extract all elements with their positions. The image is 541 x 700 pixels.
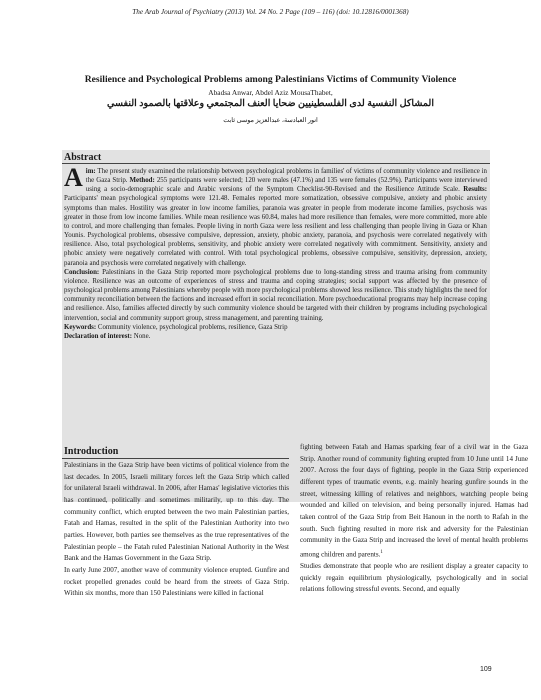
aim-label: im: xyxy=(85,168,96,175)
abstract-keywords xyxy=(64,323,487,332)
page-number: 109 xyxy=(480,666,492,673)
method-label: Method: xyxy=(129,177,155,185)
abstract-divider xyxy=(62,163,490,164)
results-text: Participants' mean psychological symptoms were 121.48. Females reported more somatization, obsessive compulsive, anxiety and phobic anxiety symptoms than males. Hostility was greater in low income families, paranoia was greater in people from moderate income families, psychosis was greater in those from low income families. While mean resilience was 60.84, males had more resilience than females, were more committed, more able to control, and more challenging than females. People living in north Gaza were less resilient and less challenging than people living in Gaza or Khan Younis. Psychological problems, obsessive compulsive, depression, anxiety, phobic anxiety, paranoia, and psychosis were correlated negatively with resilience. Also, total psychological problems, sensitivity, and phobic anxiety were correlated negatively with commitment. Sensitivity, anxiety and phobic anxiety were negatively correlated with control. With total psychological problems, obsessive compulsive, sensitivity, depression, anxiety, paranoia and psychosis were correlated negatively with challenge. xyxy=(64,195,487,267)
introduction-heading: Introduction xyxy=(64,446,119,457)
intro-paragraph-4: Studies demonstrate that people who are resilient display a greater capacity to quickly regain equilibrium physiologically, psychologically and in social relations following stressful events. Second, and equally xyxy=(300,561,528,594)
keywords-label: Keywords: xyxy=(64,323,97,331)
article-authors-arabic: انور العبادسة، عبدالعزيز موسى ثابت xyxy=(223,117,318,124)
conclusion-label: Conclusion: xyxy=(64,268,100,276)
article-title: Resilience and Psychological Problems among Palestinians Victims of Community Violence xyxy=(84,74,457,85)
citation-superscript: 1 xyxy=(380,549,383,555)
method-text: 255 participants were selected; 120 were males (47.1%) and 135 were females (52.9%). Participants were interviewed using a socio-demographic scale and Arabic versions of the Symptom Checklist-90-Revised and the Resilience Attitude Scale. xyxy=(85,177,487,194)
drop-cap: A xyxy=(64,163,83,192)
keywords-text: Community violence, psychological problems, resilience, Gaza Strip xyxy=(96,323,288,331)
declaration-label: Declaration of interest: xyxy=(64,332,132,340)
article-title-arabic: المشاكل النفسية لدى الفلسطينيين ضحايا العنف المجتمعي وعلاقتها بالصمود النفسي xyxy=(106,98,435,109)
abstract-body xyxy=(64,163,487,341)
abstract-declaration xyxy=(64,332,487,341)
conclusion-text: Palestinians in the Gaza Strip reported more psychological problems due to long-standing stress and trauma arising from community violence. Resilience was an outcome of experiences of stress and trauma and coping strategies; social support was affected by the presence of psychological problems among Palestinians whereby people with more psychological problems showed less resilience. This study highlights the need for community reconciliation between the factions and increased effort in social reconciliation. More psychoeducational programs may help increase coping and resilience. Also, families affected directly by such community violence should be targeted with their children by programs including psychological intervention, social and community support group, stress management, and parenting training. xyxy=(64,268,487,322)
journal-header: The Arab Journal of Psychiatry (2013) Vol. 24 No. 2 Page (109 – 116) (doi: 10.12816/0001368) xyxy=(132,8,409,16)
intro-paragraph-3 xyxy=(300,442,528,561)
results-label: Results: xyxy=(463,186,487,194)
body-column-right xyxy=(300,442,528,596)
abstract-main-paragraph xyxy=(64,163,487,268)
body-column-left xyxy=(64,460,289,600)
intro-paragraph-2: In early June 2007, another wave of community violence erupted. Gunfire and rocket propelled grenades could be heard from the streets of Gaza Strip. Within six months, more than 150 Palestinians were killed in factional xyxy=(64,565,289,598)
abstract-conclusion xyxy=(64,268,487,323)
aim-text: The present study examined the relationship between psychological problems in families' of victims of community violence and resilience in the Gaza Strip. xyxy=(85,168,487,185)
intro-paragraph-1: Palestinians in the Gaza Strip have been victims of political violence from the last decades. In 2005, Israeli military forces left the Gaza Strip which called for unilateral Israeli withdrawal. In 2006, after Hamas' legislative victories this has continued, politically and sometimes militarily, up to this day. The community conflict, which erupted between the two main Palestinian parties, Fatah and Hamas, resulted in the split of the Palestinian Authority into two parties. However, both parties see themselves as the true representatives of the Palestinian people – the Fatah ruled Palestinian National Authority in the West Bank and the Hamas Government in the Gaza Strip. xyxy=(64,461,289,563)
intro-paragraph-3-text: fighting between Fatah and Hamas sparking fear of a civil war in the Gaza Strip. Another round of community fighting erupted from 10 June until 14 June 2007. Across the four days of fighting, people in the Gaza Strip experienced different types of traumatic events, e.g. mainly hearing gunfire sounds in the street, witnessing killing of relatives and neighbors, watching people being wounded and killed on television, and being personally injured. Hamas had taken control of the Gaza Strip from Beit Hanoun in the north to Rafah in the south. Such fighting resulted in more risk and adversity for the Palestinian community in the Gaza Strip and increased the level of mental health problems among children and parents. xyxy=(300,443,528,559)
declaration-text: None. xyxy=(132,332,151,340)
article-authors: Abadsa Anwar, Abdel Aziz MousaThabet, xyxy=(208,88,333,97)
abstract-heading: Abstract xyxy=(64,152,102,163)
